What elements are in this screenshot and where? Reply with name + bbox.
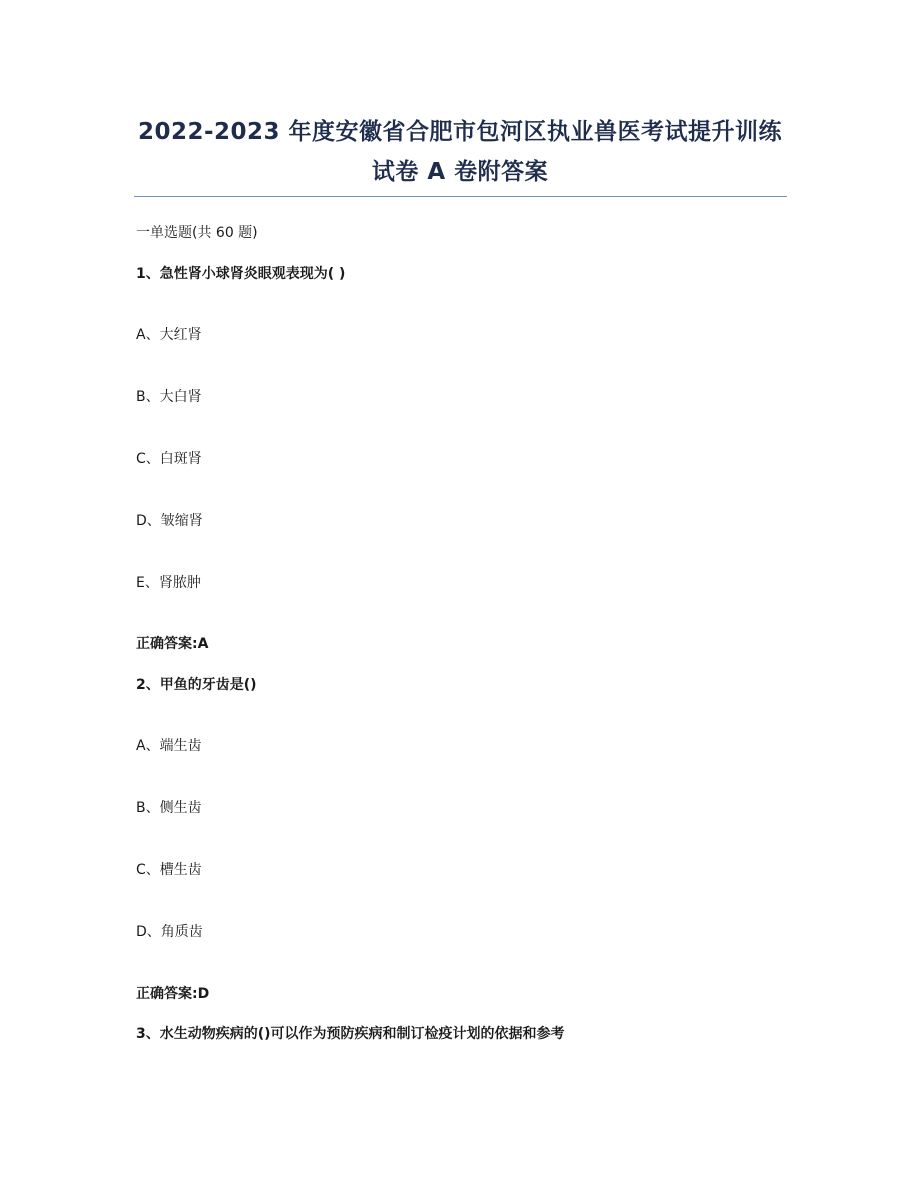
question-2-text: 2、甲鱼的牙齿是() [136, 677, 257, 693]
question-1-text: 1、急性肾小球肾炎眼观表现为( ) [136, 266, 346, 282]
question-1-option-e: E、肾脓肿 [136, 575, 201, 591]
question-1-option-b: B、大白肾 [136, 389, 202, 405]
question-2-option-b: B、侧生齿 [136, 800, 202, 816]
question-1-answer: 正确答案:A [136, 636, 209, 652]
document-title [100, 112, 820, 192]
question-2-option-a: A、端生齿 [136, 738, 202, 754]
title-line-1: 2022-2023 年度安徽省合肥市包河区执业兽医考试提升训练 [137, 119, 783, 145]
question-1-option-d: D、皱缩肾 [136, 513, 203, 529]
question-3-text: 3、水生动物疾病的()可以作为预防疾病和制订检疫计划的依据和参考 [136, 1026, 565, 1042]
section-heading: 一单选题(共 60 题) [136, 225, 258, 241]
title-line-2: 试卷 A 卷附答案 [371, 159, 549, 185]
question-1-option-c: C、白斑肾 [136, 451, 202, 467]
question-1-option-a: A、大红肾 [136, 327, 202, 343]
question-2-answer: 正确答案:D [136, 986, 210, 1002]
question-2-option-c: C、槽生齿 [136, 862, 202, 878]
question-2-option-d: D、角质齿 [136, 924, 203, 940]
title-divider [134, 196, 787, 197]
